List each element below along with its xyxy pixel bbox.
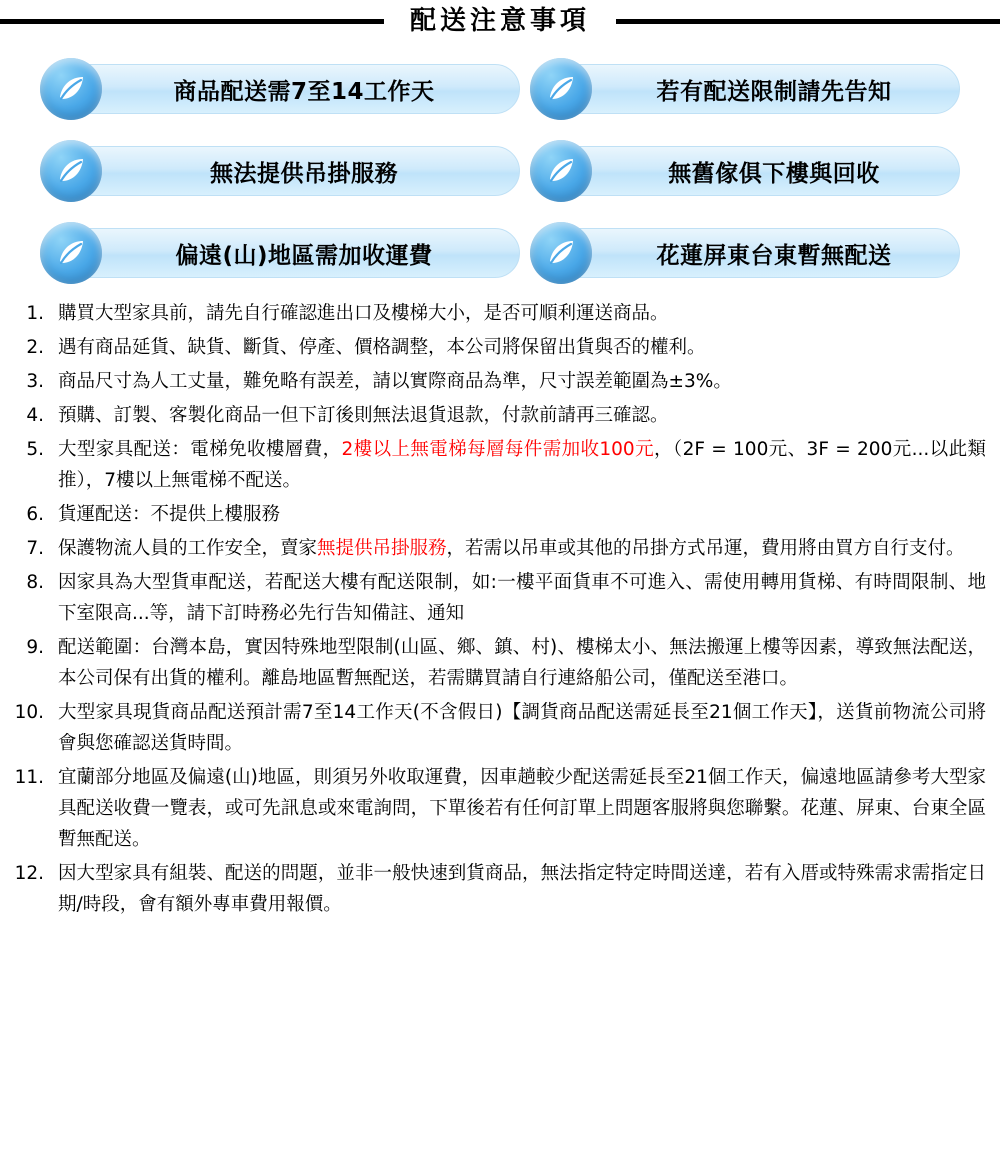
badge-label: 商品配送需7至14工作天 [173, 78, 435, 105]
leaf-check-icon [530, 58, 592, 120]
badge-label: 無法提供吊掛服務 [210, 160, 398, 187]
page-title-bar [0, 0, 1000, 44]
notes-list [0, 298, 1000, 920]
note-highlight-text: 2樓以上無電梯每層每件需加收100元 [341, 439, 655, 460]
note-text: 遇有商品延貨、缺貨、斷貨、停產、價格調整，本公司將保留出貨與否的權利。 [58, 337, 706, 358]
highlight-badge [530, 58, 970, 120]
note-text: ，（2F = 100元、3F = 200元...以此類推），7樓以上無電梯不配送。 [58, 439, 986, 491]
highlight-badge [40, 222, 520, 284]
note-item [0, 499, 986, 530]
note-text: 保護物流人員的工作安全，賣家 [58, 538, 318, 559]
note-text: 大型家具現貨商品配送預計需7至14工作天(不含假日)【調貨商品配送需延長至21個工作天】，送貨前物流公司將會與您確認送貨時間。 [58, 702, 986, 754]
leaf-check-icon [40, 222, 102, 284]
note-text: ，若需以吊車或其他的吊掛方式吊運，費用將由買方自行支付。 [446, 538, 965, 559]
note-text: 宜蘭部分地區及偏遠(山)地區，則須另外收取運費，因車趟較少配送需延長至21個工作天，偏遠地區請參考大型家具配送收費一覽表，或可先訊息或來電詢問，下單後若有任何訂單上問題客服將與您聯繫。花蓮、屏東、台東全區暫無配送。 [58, 767, 986, 850]
highlight-badge [530, 222, 970, 284]
highlight-badge [40, 140, 520, 202]
note-item [0, 366, 986, 397]
note-item [0, 533, 986, 564]
note-item [0, 332, 986, 363]
leaf-check-icon [40, 140, 102, 202]
note-item [0, 567, 986, 629]
note-highlight-text: 無提供吊掛服務 [317, 538, 447, 559]
note-item [0, 632, 986, 694]
note-text: 貨運配送：不提供上樓服務 [58, 504, 281, 525]
note-text: 大型家具配送：電梯免收樓層費， [58, 439, 342, 460]
note-item [0, 762, 986, 855]
badge-label: 若有配送限制請先告知 [656, 78, 892, 105]
leaf-check-icon [530, 140, 592, 202]
badge-label: 無舊傢俱下樓與回收 [668, 160, 880, 187]
highlight-badge [530, 140, 970, 202]
note-text: 購買大型家具前，請先自行確認進出口及樓梯大小，是否可順利運送商品。 [58, 303, 669, 324]
note-item [0, 400, 986, 431]
note-text: 預購、訂製、客製化商品一但下訂後則無法退貨退款，付款前請再三確認。 [58, 405, 669, 426]
note-item [0, 434, 986, 496]
note-text: 因家具為大型貨車配送，若配送大樓有配送限制，如:一樓平面貨車不可進入、需使用轉用貨梯、有時間限制、地下室限高...等，請下訂時務必先行告知備註、通知 [58, 572, 986, 624]
note-item [0, 858, 986, 920]
note-item [0, 298, 986, 329]
note-text: 商品尺寸為人工丈量，難免略有誤差，請以實際商品為準，尺寸誤差範圍為±3%。 [58, 371, 732, 392]
highlight-badge-grid [0, 58, 1000, 284]
leaf-check-icon [40, 58, 102, 120]
note-item [0, 697, 986, 759]
badge-label: 偏遠(山)地區需加收運費 [175, 242, 433, 269]
note-text: 因大型家具有組裝、配送的問題，並非一般快速到貨商品，無法指定特定時間送達，若有入厝或特殊需求需指定日期/時段，會有額外專車費用報價。 [58, 863, 986, 915]
badge-label: 花蓮屏東台東暫無配送 [656, 242, 892, 269]
highlight-badge [40, 58, 520, 120]
page-title: 配送注意事項 [384, 0, 616, 42]
note-text: 配送範圍：台灣本島，實因特殊地型限制(山區、鄉、鎮、村)、樓梯太小、無法搬運上樓等因素，導致無法配送，本公司保有出貨的權利。離島地區暫無配送，若需購買請自行連絡船公司，僅配送至港口。 [58, 637, 986, 689]
leaf-check-icon [530, 222, 592, 284]
